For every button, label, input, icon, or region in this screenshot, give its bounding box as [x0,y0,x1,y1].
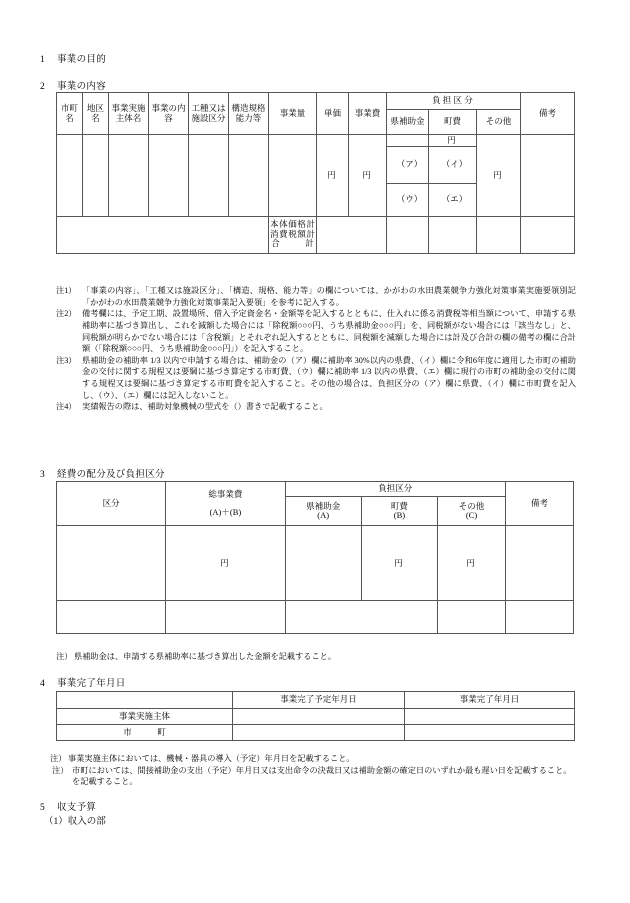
note-item [56,401,576,413]
cell-division[interactable] [57,526,166,601]
note-item [50,765,578,788]
cell-work-type[interactable] [189,135,229,217]
note-text: 「事業の内容」、「工種又は施設区分」、「構造、規格、能力等」の欄については、かがわの水田農業競争力強化対策事業実施要領別記「かがわの水田農業競争力強化対策事業記入要領」を参考に記入する。 [82,286,576,307]
header-division-label: 区分 [102,497,120,508]
section-heading-1 [40,51,106,65]
note-text: 事業実施主体においては、機械・器具の導入（予定）年月日を記載すること。 [68,754,355,763]
cell-totals-labels [269,216,317,253]
header-town-expense [429,110,477,135]
header-town-expense-label: 町費 [390,500,408,511]
completion-date-table [56,691,575,741]
cell-totals-cost[interactable] [317,216,387,253]
section-title-5: 収支予算 [57,803,97,813]
table1-notes [56,285,576,413]
header-planned-completion-date: 事業完了予定年月日 [233,692,405,709]
header-city-town-name [57,93,83,135]
header-other [477,110,521,135]
header-district-name-label: 地区名 [86,103,104,123]
header-burden-division-label: 負担区分 [378,483,413,494]
section-number-1: 1 [40,55,46,65]
note-text: 実績報告の際は、補助対象機械の型式を（）書きで記載すること。 [82,402,328,412]
header-project-cost [349,93,387,135]
cell-unit-price[interactable]: 円 [317,135,349,217]
section-heading-3 [40,466,165,480]
table-header-row [57,692,575,709]
table-row [57,135,575,147]
section-heading-2 [40,78,106,92]
header-structure-spec-label: 構造規格能力等 [231,103,266,123]
totals-line-2: 消費税額計 [270,228,315,239]
header-prefectural-subsidy-label: 県補助金 [306,500,341,511]
header-total-project-cost-label: 総事業費 [208,489,243,500]
section-number-5: 5 [40,803,46,813]
header-unit-price-label: 単価 [323,107,341,118]
cell-prefectural-subsidy[interactable] [285,526,361,601]
header-prefectural-subsidy [387,110,429,135]
header-burden-division-group [387,93,521,110]
cell-totals-other[interactable] [477,216,521,253]
header-prefectural-subsidy-code: (A) [317,510,330,520]
table-header-row-top [57,93,575,110]
cell-implementing-body[interactable] [109,135,149,217]
note-label: 注） [50,754,67,763]
section-title-4: 事業完了年月日 [57,679,126,689]
header-burden-division-label: 負担区分 [432,95,475,106]
totals-line-3: 合 計 [271,238,314,249]
cell-total-project-cost-total[interactable] [166,601,285,634]
cell-completion-date-implementing-body[interactable] [405,709,575,725]
cell-remarks-total[interactable] [505,601,573,634]
section-heading-4 [40,675,126,689]
header-completion-date: 事業完了年月日 [405,692,575,709]
cell-project-volume[interactable] [269,135,317,217]
header-other-label: その他 [458,500,485,511]
cell-subsidy-town-merged[interactable] [285,601,437,634]
header-project-cost-label: 事業費 [354,107,381,118]
cell-town-expense[interactable]: 円 [361,526,437,601]
project-content-table [56,92,575,254]
note-text: 備考欄には、予定工期、設置場所、借入予定資金名・金額等を記入するとともに、仕入れに係る消費税等相当額について、申請する県補助率に基づき算出し、これを減額した場合には「除税額○○○円、うち県補助金○○○円」を、同税額がない場合には「該当なし」と、同税額が明らかでない場合には「含税額」とそれぞれ記入するとともに、同税額を減額した場合には計及び合計の欄の備考の欄に合計額（「除税額○○○円、うち県補助金○○○円」）を記入すること。 [82,309,576,354]
header-project-volume [269,93,317,135]
header-other-code: (C) [465,510,478,520]
section-number-2: 2 [40,82,46,92]
header-blank [57,692,233,709]
header-prefectural-subsidy [285,497,361,526]
sub-heading-income: （1）収入の部 [44,817,106,827]
note-label: 注1） [56,286,77,295]
cell-town-expense-marker-e[interactable]: （エ） [429,183,477,216]
cell-totals-prefectural-subsidy[interactable] [387,216,429,253]
cell-town-expense-unit[interactable]: 円 [429,135,477,147]
note-label: 注） [52,765,69,775]
header-project-volume-label: 事業量 [279,107,306,118]
table-header-row-top [57,482,574,497]
cell-planned-date-city-town[interactable] [233,725,405,741]
cell-total-project-cost[interactable]: 円 [166,526,285,601]
cell-other[interactable]: 円 [438,526,506,601]
note-label: 注） [56,652,73,661]
cell-prefectural-subsidy-marker-u[interactable]: （ウ） [387,183,429,216]
header-work-type [189,93,229,135]
header-remarks-label: 備考 [530,497,548,508]
header-other-label: その他 [485,116,512,127]
cell-other-total[interactable] [438,601,506,634]
cell-totals-town-expense[interactable] [429,216,477,253]
cell-prefectural-subsidy-marker-a[interactable]: （ア） [387,146,429,183]
header-total-project-cost [166,482,285,526]
header-prefectural-subsidy-label: 県補助金 [390,116,425,127]
cell-completion-date-city-town[interactable] [405,725,575,741]
cell-district-name[interactable] [83,135,109,217]
cell-city-town-name[interactable] [57,135,83,217]
table-row [57,725,575,741]
header-town-expense-code: (B) [393,510,406,520]
cell-other[interactable]: 円 [477,135,521,217]
section-number-4: 4 [40,679,46,689]
note-item [56,651,576,663]
header-work-type-label: 工種又は施設区分 [191,103,226,123]
cell-planned-date-implementing-body[interactable] [233,709,405,725]
note-item [56,308,576,355]
header-remarks [505,482,573,526]
note-item [50,753,578,765]
header-unit-price [317,93,349,135]
header-structure-spec [229,93,269,135]
note-item [56,285,576,308]
section-title-1: 事業の目的 [57,55,107,65]
note-text: 県補助金の補助率 1/3 以内で申請する場合は、補助金の（ア）欄に補助率 30%以内の県費、（イ）欄に令和6年度に適用した市町の補助金の交付に関する規程又は要綱に基づき算定する市町費、（ウ）欄に補助率 1/3 以内の県費、（エ）欄に現行の市町の補助金の交付に関する規程又は要綱に基づき算定する市町費を記入すること。その他の場合は、負担区分の（ア）欄に県費、（イ）欄に市町費を記入し、（ウ）、（エ）欄には記入しないこと。 [82,355,576,400]
section-number-3: 3 [40,470,46,480]
cell-project-content[interactable] [149,135,189,217]
header-total-project-cost-formula: (A)＋(B) [209,506,242,517]
header-project-content-label: 事業の内容 [151,103,186,123]
cell-structure-spec[interactable] [229,135,269,217]
section-title-2: 事業の内容 [57,82,107,92]
note-label: 注4） [56,402,77,412]
note-label: 注3） [56,355,77,365]
cell-division-total[interactable] [57,601,166,634]
header-burden-division-group [285,482,505,497]
cell-totals-blank [57,216,269,253]
header-implementing-body-label: 事業実施主体名 [111,103,146,123]
header-implementing-body [109,93,149,135]
totals-line-1: 本体価格計 [270,219,315,230]
table2-notes [56,651,576,663]
row-label-city-town: 市 町 [57,725,233,741]
header-remarks [521,93,575,135]
cell-totals-remarks[interactable] [521,216,575,253]
table-row [57,601,574,634]
header-town-expense-label: 町費 [443,116,461,127]
note-item [56,355,576,402]
cell-remarks[interactable] [505,526,573,601]
row-label-implementing-body: 事業実施主体 [57,709,233,725]
cost-allocation-table [56,481,574,634]
note-text: 市町においては、間接補助金の支出（予定）年月日又は支出命令の決裁日又は補助金額の確定日のいずれか最も遅い日を記載すること。を記載すること。 [72,765,572,787]
header-division [57,482,166,526]
header-district-name [83,93,109,135]
note-label: 注2） [56,309,77,319]
header-other [438,497,506,526]
cell-remarks[interactable] [521,135,575,217]
cell-town-expense-marker-i[interactable]: （イ） [429,146,477,183]
header-remarks-label: 備考 [539,107,557,118]
header-town-expense [361,497,437,526]
table3-notes [50,753,578,788]
table-row [57,709,575,725]
section-title-3: 経費の配分及び負担区分 [57,470,165,480]
cell-project-cost[interactable]: 円 [349,135,387,217]
header-project-content [149,93,189,135]
section-heading-5 [40,799,96,813]
table-totals-row [57,216,575,253]
cell-prefectural-subsidy-unit[interactable] [387,135,429,147]
table-row [57,526,574,601]
note-text: 県補助金は、申請する県補助率に基づき算出した金額を記載すること。 [74,652,337,661]
header-city-town-name-label: 市町名 [60,103,78,123]
